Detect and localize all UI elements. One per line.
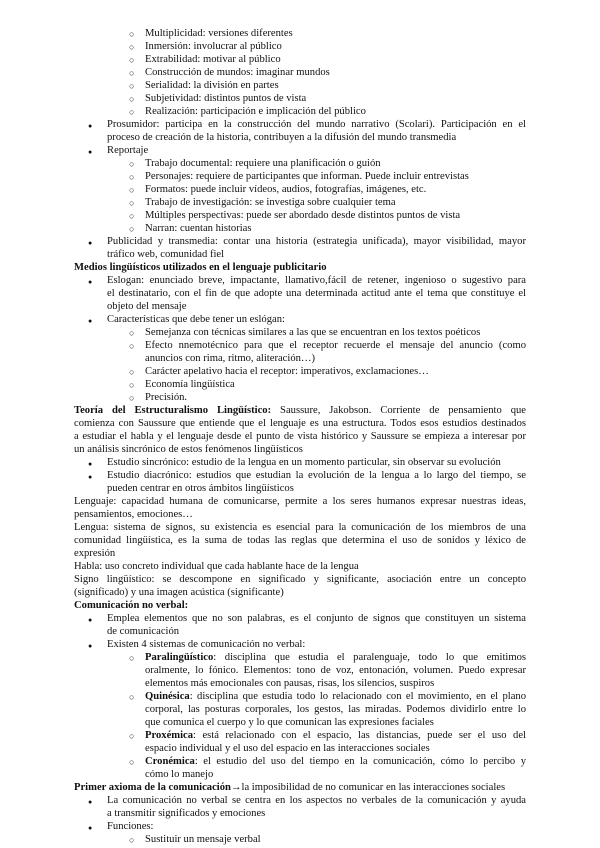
circle-bullet-icon bbox=[129, 340, 134, 354]
circle-bullet-icon bbox=[129, 652, 134, 666]
circle-bullet-icon bbox=[129, 28, 134, 42]
term: Quinésica bbox=[145, 691, 190, 702]
list-item: Narran: cuentan historias bbox=[145, 223, 252, 234]
circle-bullet-icon bbox=[129, 197, 134, 211]
definition-line: (significado) y una imagen acústica (significante) bbox=[74, 587, 284, 598]
list-item: Emplea elementos que no son palabras, es el conjunto de signos que constituyen un sistema bbox=[107, 613, 526, 624]
circle-bullet-icon bbox=[129, 392, 134, 406]
list-item: Estudio diacrónico: estudios que estudian la evolución de la lengua a lo largo del tiempo, se bbox=[107, 470, 526, 481]
bullet-icon bbox=[88, 315, 92, 328]
circle-bullet-icon bbox=[129, 41, 134, 55]
list-item: Realización: participación e implicación del público bbox=[145, 106, 366, 117]
list-item: pueden centrar en otros ámbitos lingüísticos bbox=[107, 483, 294, 494]
circle-bullet-icon bbox=[129, 93, 134, 107]
list-item: Subjetividad: distintos puntos de vista bbox=[145, 93, 307, 104]
list-item: Precisión. bbox=[145, 392, 188, 403]
reportaje-label: Reportaje bbox=[107, 145, 149, 156]
eslogan-line: objeto del mensaje bbox=[107, 301, 187, 312]
definition-line: comunidad lingüística, es la suma de todas las reglas que determina el uso de sonidos y léxico de bbox=[74, 535, 526, 546]
section-heading: Medios lingüísticos utilizados en el lenguaje publicitario bbox=[74, 262, 327, 273]
list-item: Formatos: puede incluir vídeos, audios, fotografías, imágenes, etc. bbox=[145, 184, 427, 195]
definition-line: Lenguaje: capacidad humana de comunicarse, permite a los seres humanos expresar nuestras ideas, bbox=[74, 496, 526, 507]
list-item: Estudio sincrónico: estudio de la lengua en un momento particular, sin observar su evolución bbox=[107, 457, 501, 468]
axioma-title: Primer axioma de la comunicación→ bbox=[74, 782, 242, 793]
eslogan-line: Eslogan: enunciado breve, impactante, llamativo,fácil de retener, ingenioso o sugestivo para bbox=[107, 275, 526, 286]
list-item: Extrabilidad: motivar al público bbox=[145, 54, 281, 65]
circle-bullet-icon bbox=[129, 184, 134, 198]
teoria-line: Teoría del Estructuralismo Lingüístico: Saussure, Jakobson. Corriente de pensamiento que bbox=[74, 405, 526, 416]
publicidad-line: tráfico web, comunidad fiel bbox=[107, 249, 225, 260]
definition-line: expresión bbox=[74, 548, 116, 559]
paralinguistico-line: Paralingüístico: disciplina que estudia el paralenguaje, todo lo que emitimos bbox=[145, 652, 526, 663]
circle-bullet-icon bbox=[129, 67, 134, 81]
teoria-line: comienza con Saussure que entiende que el lenguaje es una estructura. Todos esos estudios destinados bbox=[74, 418, 526, 429]
paralinguistico-line: oralmente, lo fónico. Elementos: tono de voz, entonación, volumen. Puedo expresar bbox=[145, 665, 526, 676]
proxemica-line: espacio individual y el uso del espacio en las interacciones sociales bbox=[145, 743, 430, 754]
term: Cronémica bbox=[145, 756, 195, 767]
list-item: Funciones: bbox=[107, 821, 154, 832]
list-item: de comunicación bbox=[107, 626, 180, 637]
bullet-icon bbox=[88, 614, 92, 627]
teoria-line: un análisis sincrónico de estos fenómenos lingüísticos bbox=[74, 444, 303, 455]
circle-bullet-icon bbox=[129, 691, 134, 705]
list-item: Carácter apelativo hacia el receptor: imperativos, exclamaciones… bbox=[145, 366, 429, 377]
proxemica-line: Proxémica: está relacionado con el espacio, las distancias, puede ser el uso del bbox=[145, 730, 526, 741]
circle-bullet-icon bbox=[129, 54, 134, 68]
eslogan-line: el destinatario, con el fin de que adopte una determinada actitud ante el tema que constituye el bbox=[107, 288, 526, 299]
term: Paralingüístico bbox=[145, 652, 214, 663]
bullet-icon bbox=[88, 640, 92, 653]
paralinguistico-line: elementos más emocionales con pausas, risas, los silencios, suspiros bbox=[145, 678, 435, 689]
definition-line: Habla: uso concreto individual que cada hablante hace de la lengua bbox=[74, 561, 359, 572]
bullet-icon bbox=[88, 120, 92, 133]
circle-bullet-icon bbox=[129, 223, 134, 237]
list-item: Sustituir un mensaje verbal bbox=[145, 834, 261, 845]
term: Proxémica bbox=[145, 730, 194, 741]
quinesica-line: que comunica el cuerpo y lo que comunican las expresiones faciales bbox=[145, 717, 434, 728]
teoria-line: a estudiar el habla y el lenguaje desde el punto de vista histórico y Saussure se empieza a interesar por bbox=[74, 431, 526, 442]
list-item: Personajes: requiere de participantes que informan. Puede incluir entrevistas bbox=[145, 171, 469, 182]
cronemica-line: cómo lo manejo bbox=[145, 769, 214, 780]
circle-bullet-icon bbox=[129, 730, 134, 744]
list-item: Existen 4 sistemas de comunicación no verbal: bbox=[107, 639, 306, 650]
definition-line: Lengua: sistema de signos, su existencia es esencial para la comunicación de los miembros de una bbox=[74, 522, 526, 533]
teoria-title: Teoría del Estructuralismo Lingüístico: bbox=[74, 405, 272, 416]
circle-bullet-icon bbox=[129, 106, 134, 120]
publicidad-line: Publicidad y transmedia: contar una historia (estrategia unificada), mayor visibilidad, mayor bbox=[107, 236, 526, 247]
bullet-icon bbox=[88, 796, 92, 809]
circle-bullet-icon bbox=[129, 379, 134, 393]
bullet-icon bbox=[88, 237, 92, 250]
quinesica-line: Quinésica: disciplina que estudia todo lo relacionado con el movimiento, en el plano bbox=[145, 691, 526, 702]
list-item: Múltiples perspectivas: puede ser abordado desde distintos puntos de vista bbox=[145, 210, 461, 221]
list-item: anuncios con rima, ritmo, aliteración…) bbox=[145, 353, 316, 364]
circle-bullet-icon bbox=[129, 171, 134, 185]
circle-bullet-icon bbox=[129, 756, 134, 770]
circle-bullet-icon bbox=[129, 834, 134, 848]
prosumidor-line: proceso de creación de la historia, contribuyen a la difusión del mundo transmedia bbox=[107, 132, 457, 143]
list-item: a transmitir significados y emociones bbox=[107, 808, 266, 819]
definition-line: pensamientos, emociones… bbox=[74, 509, 193, 520]
bullet-icon bbox=[88, 276, 92, 289]
circle-bullet-icon bbox=[129, 327, 134, 341]
section-heading: Comunicación no verbal: bbox=[74, 600, 189, 611]
list-item: La comunicación no verbal se centra en los aspectos no verbales de la comunicación y ayuda bbox=[107, 795, 526, 806]
circle-bullet-icon bbox=[129, 158, 134, 172]
list-item: Serialidad: la división en partes bbox=[145, 80, 279, 91]
list-item: Construcción de mundos: imaginar mundos bbox=[145, 67, 330, 78]
list-item: Economía lingüística bbox=[145, 379, 235, 390]
circle-bullet-icon bbox=[129, 366, 134, 380]
bullet-icon bbox=[88, 146, 92, 159]
circle-bullet-icon bbox=[129, 210, 134, 224]
caracteristicas-label: Características que debe tener un eslógan: bbox=[107, 314, 285, 325]
bullet-icon bbox=[88, 471, 92, 484]
definition-line: Signo lingüístico: se descompone en significado y significante, asociación entre un concepto bbox=[74, 574, 526, 585]
axioma-line: Primer axioma de la comunicación→la imposibilidad de no comunicar en las interacciones sociales bbox=[74, 782, 506, 793]
list-item: Semejanza con técnicas similares a las que se encuentran en los textos poéticos bbox=[145, 327, 481, 338]
bullet-icon bbox=[88, 822, 92, 835]
bullet-icon bbox=[88, 458, 92, 471]
list-item: Efecto nnemotécnico para que el receptor recuerde el mensaje del anuncio (como bbox=[145, 340, 526, 351]
quinesica-line: corporal, las posturas corporales, los gestos, las miradas. Podemos dividirlo entre lo bbox=[145, 704, 526, 715]
cronemica-line: Cronémica: el estudio del uso del tiempo en la comunicación, cómo lo percibo y bbox=[145, 756, 526, 767]
circle-bullet-icon bbox=[129, 80, 134, 94]
list-item: Inmersión: involucrar al público bbox=[145, 41, 282, 52]
list-item: Multiplicidad: versiones diferentes bbox=[145, 28, 293, 39]
list-item: Trabajo de investigación: se investiga sobre cualquier tema bbox=[145, 197, 396, 208]
list-item: Trabajo documental: requiere una planificación o guión bbox=[145, 158, 381, 169]
prosumidor-line: Prosumidor: participa en la construcción del mundo narrativo (Scolari). Participación en el bbox=[107, 119, 526, 130]
